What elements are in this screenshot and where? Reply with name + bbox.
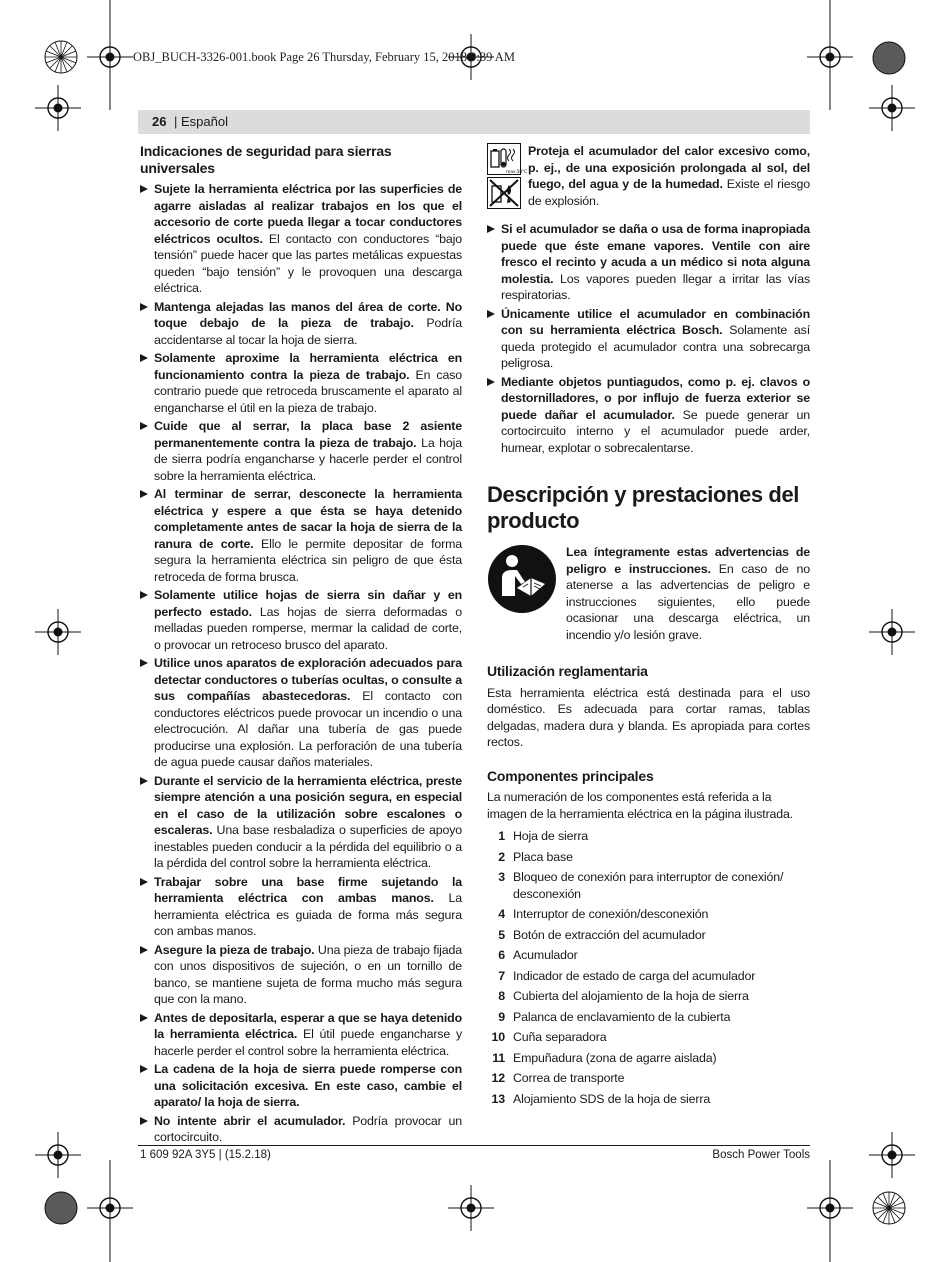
item-bold: Mediante objetos puntiagudos, como p. ej. clavos o destornilladores, o por influjo de fuerza exterior se puede dañar el acumulador. xyxy=(501,374,810,422)
page-language: | Español xyxy=(174,114,228,129)
list-item xyxy=(140,418,462,484)
list-item xyxy=(487,306,810,372)
list-item xyxy=(487,1050,810,1067)
crosshair-icon xyxy=(448,1185,494,1231)
item-bold: Cuide que al serrar, la placa base 2 asiente permanentemente contra la pieza de trabajo. xyxy=(154,419,462,450)
battery-heat-warning xyxy=(487,143,810,209)
gray-dot-icon xyxy=(871,40,907,76)
page-header-band xyxy=(138,110,810,134)
list-item xyxy=(140,486,462,585)
component-label: Cubierta del alojamiento de la hoja de sierra xyxy=(513,989,749,1003)
component-number: 4 xyxy=(498,907,505,921)
component-number: 5 xyxy=(498,927,505,942)
item-bold: Sujete la herramienta eléctrica por las superficies de agarre aisladas al realizar trabajos en los que el accesorio de corte pueda llegar a tocar conductores eléctricos ocultos. xyxy=(154,182,462,246)
component-number: 8 xyxy=(498,989,505,1003)
battery-heat-icon xyxy=(487,143,528,175)
crosshair-icon xyxy=(87,0,133,110)
item-bold: Durante el servicio de la herramienta eléctrica, preste siempre atención a una posición segura, en especial en el caso de la utilización sobre escalones o escaleras. xyxy=(154,773,462,837)
list-item xyxy=(487,1091,810,1108)
right-column xyxy=(487,143,810,1111)
item-bold: No intente abrir el acumulador. xyxy=(154,1113,346,1128)
battery-heat-icon-label: max.50°C xyxy=(506,170,528,175)
list-item xyxy=(487,849,810,866)
item-bold: Solamente utilice hojas de sierra sin dañar y en perfecto estado. xyxy=(154,588,462,619)
bullet-triangle-icon xyxy=(140,1065,148,1073)
list-item xyxy=(140,587,462,653)
crosshair-icon xyxy=(807,0,853,110)
list-item xyxy=(487,221,810,304)
component-label: Botón de extracción del acumulador xyxy=(513,927,706,942)
item-text: Una base resbaladiza o superficies de apoyo inestables pueden conducir a la pérdida del equilibrio o a la pérdida del control sobre la herramienta eléctrica. xyxy=(154,823,462,870)
item-text: La hoja de sierra podría engancharse y hacerle perder el control sobre la herramienta eléctrica. xyxy=(154,435,462,483)
footer-brand: Bosch Power Tools xyxy=(712,1149,810,1161)
bullet-triangle-icon xyxy=(140,1014,148,1022)
item-text: Podría provocar un cortocircuito. xyxy=(154,1113,462,1144)
item-text: Ello le permite depositar de forma segura la herramienta eléctrica sin peligro de que ésta retroceda de forma brusca. xyxy=(154,536,462,584)
item-text: El contacto con conductores eléctricos puede provocar un incendio o una electrocución. Al dañar una tubería de gas puede producirse una explosión. La perforación de una tubería de agua puede causar daños materiales. xyxy=(154,689,462,769)
list-item xyxy=(487,374,810,457)
list-item xyxy=(487,906,810,923)
starburst-icon xyxy=(871,1190,907,1226)
read-instructions-notice xyxy=(487,544,810,643)
item-text: El contacto con conductores “bajo tensión” puede hacer que las partes metálicas expuestas queden “bajo tensión” y le provoquen una descarga eléctrica. xyxy=(154,231,462,295)
component-label: Correa de transporte xyxy=(513,1071,625,1085)
list-item xyxy=(487,988,810,1005)
item-bold: Únicamente utilice el acumulador en combinación con su herramienta eléctrica Bosch. xyxy=(501,306,810,337)
crosshair-icon xyxy=(869,609,915,655)
no-water-no-fire-icon xyxy=(487,177,521,209)
item-text: El útil puede engancharse y hacerle perder el control sobre la herramienta eléctrica. xyxy=(154,1027,462,1058)
read-notice-bold: Lea íntegramente estas advertencias de peligro e instrucciones. xyxy=(566,545,810,576)
list-item xyxy=(487,828,810,845)
list-item xyxy=(140,655,462,771)
bullet-triangle-icon xyxy=(487,378,495,386)
crosshair-icon xyxy=(35,85,81,131)
list-item xyxy=(487,927,810,944)
bullet-triangle-icon xyxy=(140,490,148,498)
list-item xyxy=(140,350,462,416)
bullet-triangle-icon xyxy=(140,878,148,886)
safety-heading: Indicaciones de seguridad para sierras universales xyxy=(140,143,392,176)
list-item xyxy=(140,874,462,940)
component-number: 1 xyxy=(498,829,505,843)
bullet-triangle-icon xyxy=(140,303,148,311)
item-text: La herramienta eléctrica es guiada de forma más segura con ambas manos. xyxy=(154,891,462,938)
component-label: Bloqueo de conexión para interruptor de conexión/ desconexión xyxy=(513,870,784,901)
list-item xyxy=(487,1009,810,1026)
item-bold: Si el acumulador se daña o usa de forma inapropiada puede que éste emane vapores. Ventile con aire fresco el recinto y acuda a un médico si nota alguna molestia. xyxy=(501,222,810,286)
item-bold: Mantenga alejadas las manos del área de corte. No toque debajo de la pieza de trabajo. xyxy=(154,299,462,330)
item-text: Los vapores pueden llegar a irritar las vías respiratorias. xyxy=(501,271,810,302)
footer-divider xyxy=(138,1145,810,1146)
bullet-triangle-icon xyxy=(140,777,148,785)
crosshair-icon xyxy=(869,85,915,131)
component-number: 10 xyxy=(491,1030,505,1044)
starburst-icon xyxy=(43,39,79,75)
bullet-triangle-icon xyxy=(140,354,148,362)
component-label: Placa base xyxy=(513,849,573,864)
component-label: Hoja de sierra xyxy=(513,829,589,843)
components-intro: La numeración de los componentes está referida a la imagen de la herramienta eléctrica en la página ilustrada. xyxy=(487,790,794,821)
component-label: Indicador de estado de carga del acumulador xyxy=(513,968,756,983)
list-item xyxy=(487,1029,810,1046)
safety-list xyxy=(140,181,462,1146)
item-bold: Solamente aproxime la herramienta eléctrica en funcionamiento contra la pieza de trabajo. xyxy=(154,351,462,382)
read-notice-text: En caso de no atenerse a las advertencias de peligro e instrucciones siguientes, ello puede ocasionar una descarga eléctrica, un incendio y/o lesión grave. xyxy=(566,561,810,642)
item-bold: Utilice unos aparatos de exploración adecuados para detectar conductores o tuberías ocultas, o consulte a sus compañías abastecedoras. xyxy=(154,656,462,703)
footer-doc-id: 1 609 92A 3Y5 | (15.2.18) xyxy=(140,1149,271,1161)
intended-use-heading: Utilización reglamentaria xyxy=(487,663,648,679)
crosshair-icon xyxy=(35,609,81,655)
component-number: 9 xyxy=(498,1009,505,1024)
gray-dot-icon xyxy=(43,1190,79,1226)
item-text: Se puede generar un cortocircuito interno y el acumulador puede arder, humear, explotar o sobrecalentarse. xyxy=(501,407,811,455)
component-number: 6 xyxy=(498,948,505,962)
item-bold: Al terminar de serrar, desconecte la herramienta eléctrica y espere a que ésta se haya detenido completamente antes de sacar la hoja de sierra de la ranura de corte. xyxy=(154,487,462,551)
page-number: 26 xyxy=(152,114,167,129)
item-text: Solamente así queda protegido el acumulador contra una sobrecarga peligrosa. xyxy=(501,323,810,370)
bullet-triangle-icon xyxy=(140,1117,148,1125)
bullet-triangle-icon xyxy=(140,422,148,430)
component-label: Interruptor de conexión/desconexión xyxy=(513,907,709,921)
component-number: 3 xyxy=(498,870,505,884)
list-item xyxy=(140,1113,462,1146)
list-item xyxy=(140,942,462,1008)
warning-icons xyxy=(487,143,528,211)
list-item xyxy=(140,773,462,872)
components-heading: Componentes principales xyxy=(487,767,654,784)
component-number: 13 xyxy=(491,1091,505,1106)
component-label: Alojamiento SDS de la hoja de sierra xyxy=(513,1091,711,1106)
crosshair-icon xyxy=(869,1132,915,1178)
item-text: Las hojas de sierra deformadas o melladas pueden romperse, mermar la calidad de corte, o provocar un retroceso brusco del aparato. xyxy=(154,604,462,652)
item-text: Una pieza de trabajo fijada con unos dispositivos de sujeción, o en un tornillo de banco, se mantiene sujeta de forma mucho más segura que con la mano. xyxy=(154,942,462,1006)
bullet-triangle-icon xyxy=(487,310,495,318)
bullet-triangle-icon xyxy=(140,591,148,599)
item-bold: Antes de depositarla, esperar a que se haya detenido la herramienta eléctrica. xyxy=(154,1010,462,1041)
item-text: Podría accidentarse al tocar la hoja de sierra. xyxy=(154,316,462,347)
component-number: 7 xyxy=(498,968,505,983)
component-number: 2 xyxy=(498,849,505,864)
bullet-triangle-icon xyxy=(140,185,148,193)
heat-warning-bold: Proteja el acumulador del calor excesivo como, p. ej., de una exposición prolongada al sol, del fuego, del agua y de la humedad. xyxy=(528,144,810,191)
component-label: Cuña separadora xyxy=(513,1030,607,1044)
heat-warning-text: Existe el riesgo de explosión. xyxy=(528,177,810,208)
list-item xyxy=(140,299,462,349)
list-item xyxy=(487,869,810,902)
component-label: Acumulador xyxy=(513,948,578,962)
section-title: Descripción y prestaciones del producto xyxy=(487,482,800,533)
list-item xyxy=(140,181,462,297)
battery-safety-list xyxy=(487,221,810,456)
item-bold: Asegure la pieza de trabajo. xyxy=(154,942,315,957)
intended-use-text: Esta herramienta eléctrica está destinada para el uso doméstico. Es adecuada para cortar ramas, tablas delgadas, madera dura y blanda. Es apropiada para cortes rectos. xyxy=(487,685,810,749)
book-header: OBJ_BUCH-3326-001.book Page 26 Thursday, February 15, 2018 9:39 AM xyxy=(133,50,515,64)
list-item xyxy=(140,1010,462,1060)
left-column xyxy=(140,143,462,1148)
crosshair-icon xyxy=(87,1160,133,1262)
bullet-triangle-icon xyxy=(487,225,495,233)
component-number: 12 xyxy=(491,1071,505,1085)
bullet-triangle-icon xyxy=(140,659,148,667)
bullet-triangle-icon xyxy=(140,946,148,954)
item-text: En caso contrario puede que retroceda bruscamente el aparato al engancharse el útil en la pieza de trabajo. xyxy=(154,367,463,415)
components-list xyxy=(487,828,810,1107)
item-bold: La cadena de la hoja de sierra puede romperse con una solicitación excesiva. En este caso, cambie el aparato/ la hoja de sierra. xyxy=(154,1062,462,1109)
component-label: Palanca de enclavamiento de la cubierta xyxy=(513,1009,731,1024)
read-manual-icon xyxy=(487,544,557,614)
crosshair-icon xyxy=(35,1132,81,1178)
item-bold: Trabajar sobre una base firme sujetando la herramienta eléctrica con ambas manos. xyxy=(154,874,462,905)
component-number: 11 xyxy=(492,1050,505,1065)
list-item xyxy=(487,1070,810,1087)
list-item xyxy=(487,968,810,985)
component-label: Empuñadura (zona de agarre aislada) xyxy=(513,1050,717,1065)
crosshair-icon xyxy=(807,1160,853,1262)
list-item xyxy=(487,947,810,964)
list-item xyxy=(140,1061,462,1111)
